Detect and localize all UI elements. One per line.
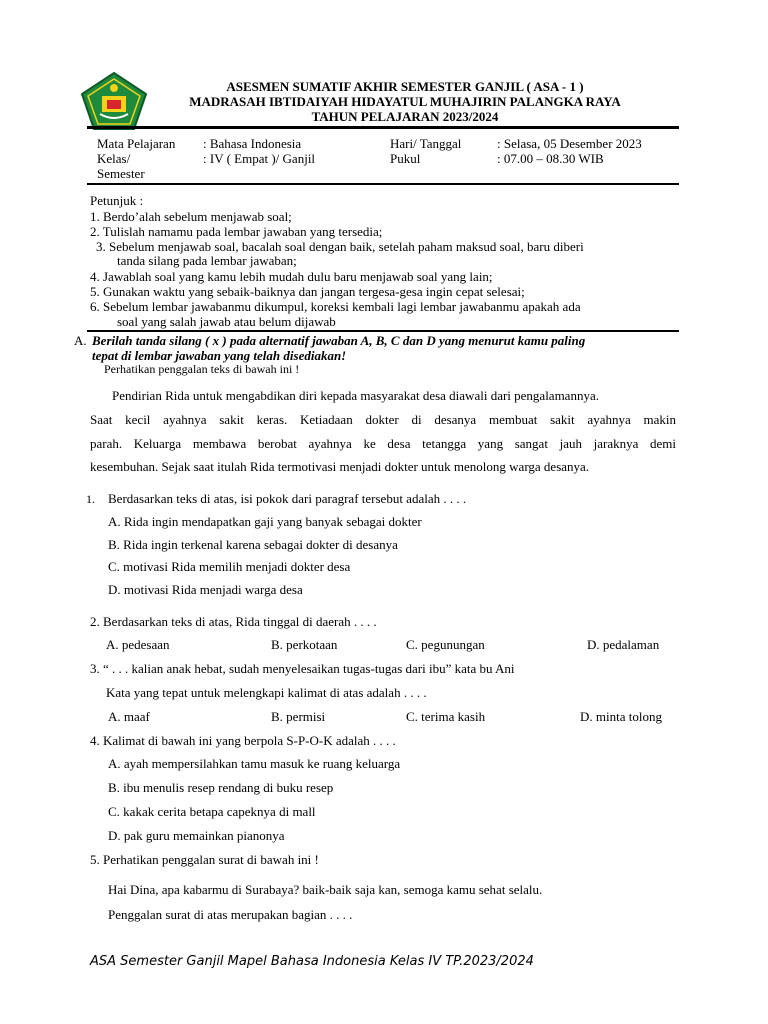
question-4-option-b: B. ibu menulis resep rendang di buku resep bbox=[108, 780, 334, 795]
passage-line: Pendirian Rida untuk mengabdikan diri kepada masyarakat desa diawali dari pengalamannya. bbox=[112, 388, 599, 403]
info-divider bbox=[87, 183, 679, 185]
school-name: MADRASAH IBTIDAIYAH HIDAYATUL MUHAJIRIN PALANGKA RAYA bbox=[189, 94, 621, 109]
instruction-item: 6. Sebelum lembar jawabanmu dikumpul, koreksi kembali lagi lembar jawabanmu apakah ada bbox=[90, 299, 581, 314]
instruction-item: 2. Tulislah namamu pada lembar jawaban yang tersedia; bbox=[90, 224, 383, 239]
section-marker: A. bbox=[74, 333, 87, 348]
instructions-divider bbox=[87, 330, 679, 332]
class-label: Kelas/ bbox=[97, 151, 131, 166]
passage-line: Saat kecil ayahnya sakit keras. Ketiadaan dokter di desanya membuat sakit ayahnya makin bbox=[90, 412, 676, 427]
question-5-letter-excerpt: Hai Dina, apa kabarmu di Surabaya? baik-baik saja kan, semoga kamu sehat selalu. bbox=[108, 882, 543, 897]
question-1-option-a: A. Rida ingin mendapatkan gaji yang banyak sebagai dokter bbox=[108, 514, 422, 529]
question-1-option-c: C. motivasi Rida memilih menjadi dokter desa bbox=[108, 559, 351, 574]
question-3-subtext: Kata yang tepat untuk melengkapi kalimat di atas adalah . . . . bbox=[106, 685, 427, 700]
madrasah-logo-emblem bbox=[80, 72, 148, 130]
subject-label: Mata Pelajaran bbox=[97, 136, 176, 151]
passage-line: parah. Keluarga membawa berobat ayahnya ke desa tetangga yang sangat jauh jaraknya demi bbox=[90, 436, 676, 451]
time-value: : 07.00 – 08.30 WIB bbox=[497, 151, 604, 166]
instruction-item: 4. Jawablah soal yang kamu lebih mudah dulu baru menjawab soal yang lain; bbox=[90, 269, 493, 284]
question-2-option-b: B. perkotaan bbox=[271, 637, 338, 652]
question-1-option-d: D. motivasi Rida menjadi warga desa bbox=[108, 582, 303, 597]
instructions-title: Petunjuk : bbox=[90, 193, 144, 208]
instruction-item-continued: soal yang salah jawab atau belum dijawab bbox=[117, 314, 336, 329]
question-4-option-a: A. ayah mempersilahkan tamu masuk ke ruang keluarga bbox=[108, 756, 401, 771]
question-2-option-c: C. pegunungan bbox=[406, 637, 485, 652]
question-3-option-c: C. terima kasih bbox=[406, 709, 486, 724]
question-1-option-b: B. Rida ingin terkenal karena sebagai dokter di desanya bbox=[108, 537, 398, 552]
passage-note: Perhatikan penggalan teks di bawah ini ! bbox=[104, 362, 300, 376]
question-3-option-a: A. maaf bbox=[108, 709, 150, 724]
day-date-label: Hari/ Tanggal bbox=[390, 136, 462, 151]
header-divider bbox=[87, 126, 679, 129]
question-2-option-a: A. pedesaan bbox=[106, 637, 170, 652]
passage-line: kesembuhan. Sejak saat itulah Rida termotivasi menjadi dokter untuk menolong warga desanya. bbox=[90, 459, 590, 474]
question-5-text: 5. Perhatikan penggalan surat di bawah ini ! bbox=[90, 852, 319, 867]
academic-year: TAHUN PELAJARAN 2023/2024 bbox=[311, 109, 499, 124]
instruction-item: 3. Sebelum menjawab soal, bacalah soal dengan baik, setelah paham maksud soal, baru diberi bbox=[96, 239, 584, 254]
question-1-text: Berdasarkan teks di atas, isi pokok dari paragraf tersebut adalah . . . . bbox=[108, 491, 467, 506]
exam-title: ASESMEN SUMATIF AKHIR SEMESTER GANJIL ( ASA - 1 ) bbox=[226, 79, 584, 94]
section-instruction: Berilah tanda silang ( x ) pada alternatif jawaban A, B, C dan D yang menurut kamu paling bbox=[92, 333, 586, 348]
question-4-option-d: D. pak guru memainkan pianonya bbox=[108, 828, 285, 843]
question-5-prompt: Penggalan surat di atas merupakan bagian . . . . bbox=[108, 907, 353, 922]
question-3-text: 3. “ . . . kalian anak hebat, sudah menyelesaikan tugas-tugas dari ibu” kata bu Ani bbox=[90, 661, 515, 676]
page-footer: ASA Semester Ganjil Mapel Bahasa Indonesia Kelas IV TP.2023/2024 bbox=[90, 954, 534, 969]
subject-value: : Bahasa Indonesia bbox=[203, 136, 302, 151]
question-3-option-b: B. permisi bbox=[271, 709, 326, 724]
question-2-option-d: D. pedalaman bbox=[587, 637, 660, 652]
class-value: : IV ( Empat )/ Ganjil bbox=[203, 151, 316, 166]
question-3-option-d: D. minta tolong bbox=[580, 709, 662, 724]
time-label: Pukul bbox=[390, 151, 421, 166]
day-date-value: : Selasa, 05 Desember 2023 bbox=[497, 136, 642, 151]
section-instruction-continued: tepat di lembar jawaban yang telah disediakan! bbox=[92, 348, 347, 363]
semester-label: Semester bbox=[97, 166, 145, 181]
question-4-option-c: C. kakak cerita betapa capeknya di mall bbox=[108, 804, 316, 819]
instruction-item: 1. Berdo’alah sebelum menjawab soal; bbox=[90, 209, 292, 224]
instruction-item-continued: tanda silang pada lembar jawaban; bbox=[117, 253, 297, 268]
question-number: 1. bbox=[86, 492, 95, 506]
question-2-text: 2. Berdasarkan teks di atas, Rida tinggal di daerah . . . . bbox=[90, 614, 377, 629]
question-4-text: 4. Kalimat di bawah ini yang berpola S-P-O-K adalah . . . . bbox=[90, 733, 396, 748]
instruction-item: 5. Gunakan waktu yang sebaik-baiknya dan jangan tergesa-gesa ingin cepat selesai; bbox=[90, 284, 525, 299]
